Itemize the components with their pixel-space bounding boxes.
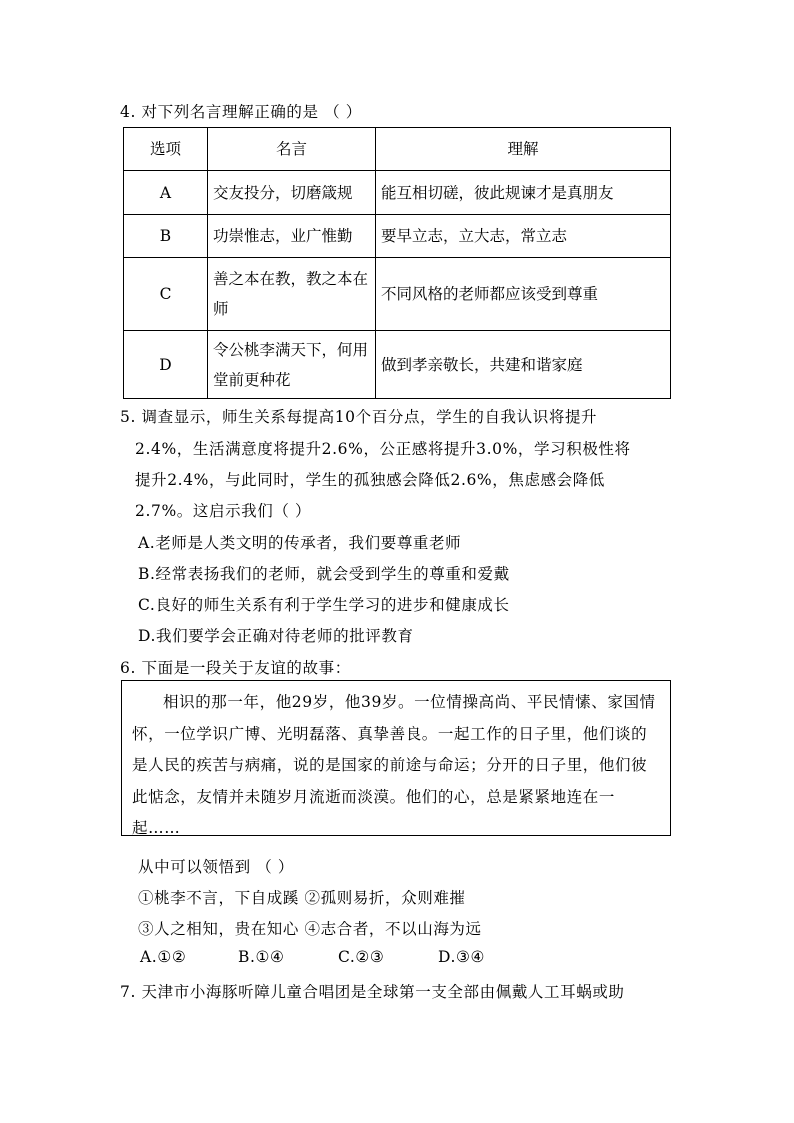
table-header-quote: 名言: [208, 128, 376, 171]
question-6-choice-d: D.③④: [438, 948, 485, 966]
table-cell-option: D: [124, 331, 208, 399]
question-5-stem-line-3: 提升2.4%，与此同时，学生的孤独感会降低2.6%，焦虑感会降低: [135, 471, 605, 489]
table-cell-quote: 功崇惟志，业广惟勤: [208, 215, 376, 258]
question-4-table: [123, 127, 671, 399]
table-cell-meaning: 能互相切磋，彼此规谏才是真朋友: [376, 171, 671, 215]
question-6-prompt: 从中可以领悟到 （ ）: [138, 858, 294, 876]
question-6-stem: 6. 下面是一段关于友谊的故事：: [120, 659, 351, 677]
table-cell-option: B: [124, 215, 208, 258]
table-row: [124, 331, 671, 399]
table-header-meaning: 理解: [376, 128, 671, 171]
question-6-story-text: 相识的那一年，他29岁，他39岁。一位情操高尚、平民情愫、家国情怀，一位学识广博、光明磊落、真挚善良。一起工作的日子里，他们谈的是人民的疾苦与病痛，说的是国家的前途与命运；分开的日子里，他们彼此惦念，友情并未随岁月流逝而淡漠。他们的心，总是紧紧地连在一起……: [132, 693, 656, 837]
table-cell-option: C: [124, 258, 208, 331]
question-5-option-d: D.我们要学会正确对待老师的批评教育: [138, 627, 414, 645]
question-6-choice-b: B.①④: [238, 948, 285, 966]
table-row: [124, 171, 671, 215]
question-4-stem: 4. 对下列名言理解正确的是 （ ）: [120, 103, 362, 121]
table-cell-option: A: [124, 171, 208, 215]
question-5-stem-line-4: 2.7%。这启示我们（ ）: [135, 502, 312, 520]
table-cell-meaning: 不同风格的老师都应该受到尊重: [376, 258, 671, 331]
table-row: [124, 258, 671, 331]
question-5-option-a: A.老师是人类文明的传承者，我们要尊重老师: [138, 534, 462, 552]
question-7-stem: 7. 天津市小海豚听障儿童合唱团是全球第一支全部由佩戴人工耳蜗或助: [120, 983, 625, 1001]
table-cell-quote: 善之本在教，教之本在师: [208, 258, 376, 331]
question-5-option-b: B.经常表扬我们的老师，就会受到学生的尊重和爱戴: [138, 565, 510, 583]
question-6-statements-line-2: ③人之相知，贵在知心 ④志合者，不以山海为远: [138, 920, 482, 938]
table-cell-quote: 交友投分，切磨箴规: [208, 171, 376, 215]
question-6-story-box: [121, 680, 671, 836]
question-5-stem-line-1: 5. 调查显示，师生关系每提高10个百分点，学生的自我认识将提升: [120, 408, 598, 426]
question-6-choice-a: A.①②: [140, 948, 187, 966]
table-row: [124, 215, 671, 258]
question-6-choice-c: C.②③: [338, 948, 385, 966]
table-cell-quote: 令公桃李满天下，何用堂前更种花: [208, 331, 376, 399]
table-header-row: [124, 128, 671, 171]
table-cell-meaning: 做到孝亲敬长，共建和谐家庭: [376, 331, 671, 399]
question-5-stem-line-2: 2.4%，生活满意度将提升2.6%，公正感将提升3.0%，学习积极性将: [135, 440, 631, 458]
question-6-statements-line-1: ①桃李不言，下自成蹊 ②孤则易折，众则难摧: [138, 889, 466, 907]
question-5-option-c: C.良好的师生关系有利于学生学习的进步和健康成长: [138, 596, 510, 614]
table-header-option: 选项: [124, 128, 208, 171]
table-cell-meaning: 要早立志，立大志，常立志: [376, 215, 671, 258]
